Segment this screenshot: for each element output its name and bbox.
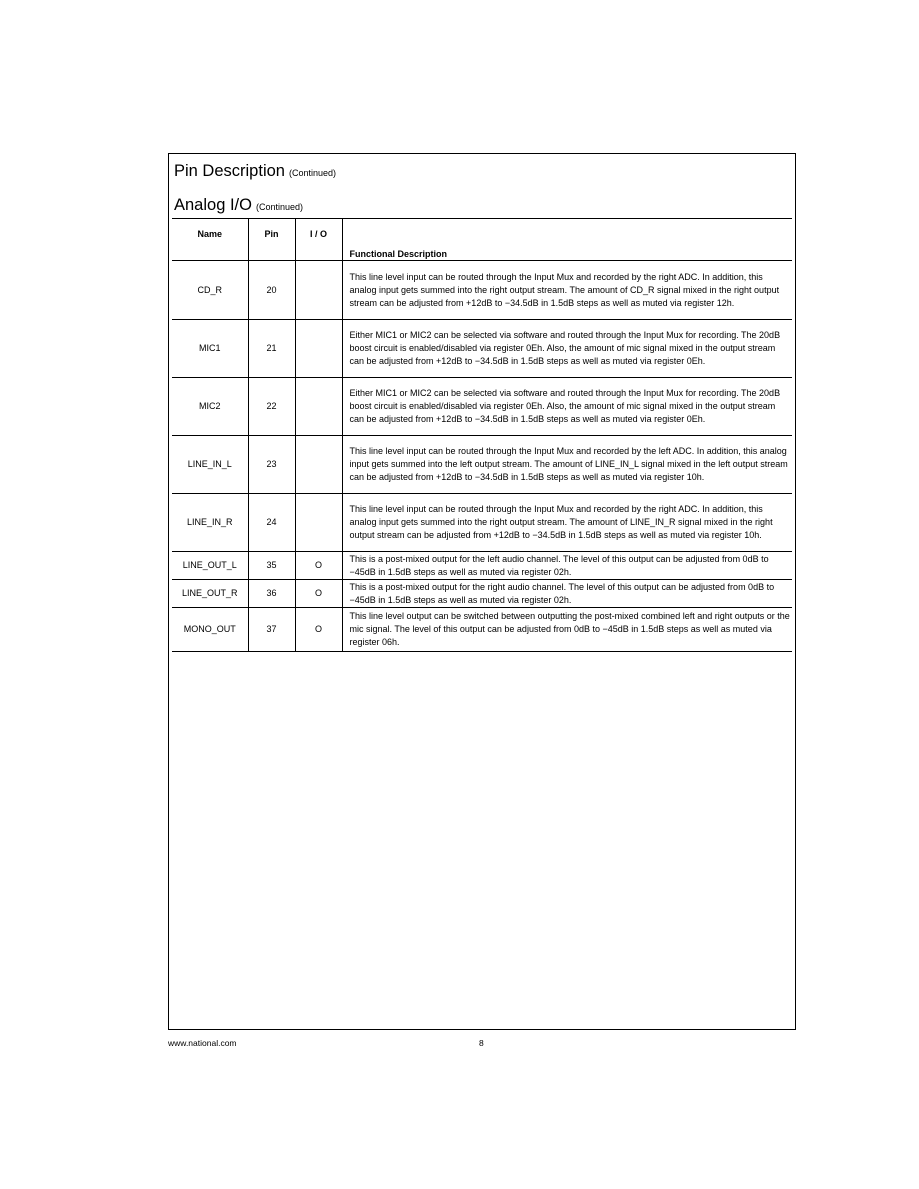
header-name: Name (172, 219, 248, 261)
pin-description: Either MIC1 or MIC2 can be selected via software and routed through the Input Mux for recording. The 20dB boost circuit is enabled/disabled via register 0Eh. Also, the amount of mic signal mixed in the output stream can be adjusted from +12dB to −34.5dB in 1.5dB steps as well as muted via register 0Eh. (342, 320, 792, 378)
pin-number: 35 (248, 552, 295, 580)
pin-io (295, 436, 342, 494)
header-pin: Pin (248, 219, 295, 261)
pin-name: LINE_IN_L (172, 436, 248, 494)
pin-name: MONO_OUT (172, 608, 248, 652)
pin-number: 21 (248, 320, 295, 378)
pin-number: 20 (248, 261, 295, 320)
pin-description: This line level output can be switched between outputting the post-mixed combined left and right outputs or the mic signal. The level of this output can be adjusted from 0dB to −45dB in 1.5dB steps as well as muted via register 06h. (342, 608, 792, 652)
pin-description: This line level input can be routed through the Input Mux and recorded by the right ADC. In addition, this analog input gets summed into the right output stream. The amount of CD_R signal mixed in the right output stream can be adjusted from +12dB to −34.5dB in 1.5dB steps as well as muted via register 12h. (342, 261, 792, 320)
pin-description: This line level input can be routed through the Input Mux and recorded by the right ADC. In addition, this analog input gets summed into the right output stream. The amount of LINE_IN_R signal mixed in the right output stream can be adjusted from +12dB to −34.5dB in 1.5dB steps as well as muted via register 10h. (342, 494, 792, 552)
table-row (172, 378, 792, 436)
pin-io: O (295, 580, 342, 608)
table-row (172, 608, 792, 652)
section-title-continued: (Continued) (255, 202, 303, 212)
pin-description: This line level input can be routed through the Input Mux and recorded by the left ADC. In addition, this analog input gets summed into the left output stream. The amount of LINE_IN_L signal mixed in the left output stream can be adjusted from +12dB to −34.5dB in 1.5dB steps as well as muted via register 10h. (342, 436, 792, 494)
header-io: I / O (295, 219, 342, 261)
table-row (172, 494, 792, 552)
pin-name: LINE_OUT_L (172, 552, 248, 580)
header-description: Functional Description (342, 219, 792, 261)
page-title (174, 161, 336, 183)
table-row (172, 261, 792, 320)
pin-number: 22 (248, 378, 295, 436)
section-title (174, 195, 303, 217)
pin-name: LINE_OUT_R (172, 580, 248, 608)
page-title-continued: (Continued) (288, 168, 336, 178)
table-row (172, 320, 792, 378)
pin-description-table (172, 218, 792, 652)
pin-number: 23 (248, 436, 295, 494)
table-row (172, 552, 792, 580)
section-title-text: Analog I/O (174, 196, 252, 214)
pin-io (295, 378, 342, 436)
pin-name: MIC2 (172, 378, 248, 436)
footer-website: www.national.com (168, 1038, 237, 1048)
pin-number: 37 (248, 608, 295, 652)
pin-number: 36 (248, 580, 295, 608)
page-title-text: Pin Description (174, 162, 285, 180)
pin-number: 24 (248, 494, 295, 552)
pin-io (295, 494, 342, 552)
pin-io (295, 261, 342, 320)
pin-name: CD_R (172, 261, 248, 320)
table-row (172, 436, 792, 494)
pin-name: LINE_IN_R (172, 494, 248, 552)
pin-io (295, 320, 342, 378)
pin-io: O (295, 552, 342, 580)
pin-io: O (295, 608, 342, 652)
pin-name: MIC1 (172, 320, 248, 378)
pin-description: Either MIC1 or MIC2 can be selected via software and routed through the Input Mux for recording. The 20dB boost circuit is enabled/disabled via register 0Eh. Also, the amount of mic signal mixed in the output stream can be adjusted from +12dB to −34.5dB in 1.5dB steps as well as muted via register 0Eh. (342, 378, 792, 436)
pin-description: This is a post-mixed output for the right audio channel. The level of this output can be adjusted from 0dB to −45dB in 1.5dB steps as well as muted via register 02h. (342, 580, 792, 608)
table-row (172, 580, 792, 608)
table-header-row (172, 219, 792, 261)
footer-page-number: 8 (479, 1038, 484, 1048)
pin-description: This is a post-mixed output for the left audio channel. The level of this output can be adjusted from 0dB to −45dB in 1.5dB steps as well as muted via register 02h. (342, 552, 792, 580)
